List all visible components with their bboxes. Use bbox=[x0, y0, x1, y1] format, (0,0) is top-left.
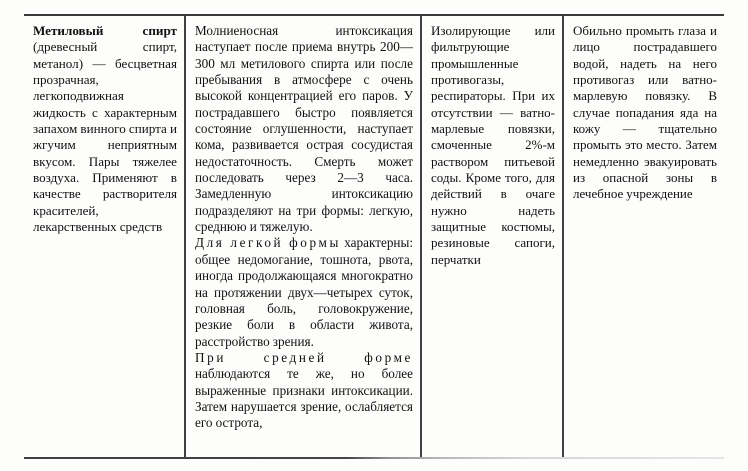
mild-form-body: характерны: общее недомогание, тошнота, рвота, иногда продолжающаяся многократно на протяжении двух—четырех суток, головная боль, головокружение, резкие боли в области живота, расстройство зрения. bbox=[195, 235, 413, 349]
protection-body: Изолирующие или фильтрующие промышленные противогазы, респираторы. При их отсутствии — ватно-марлевые повязки, смоченные 2%-м раствором питьевой соды. Кроме того, для действий в очаге нужно надеть защитные костюмы, резиновые сапоги, перчатки bbox=[431, 23, 555, 267]
substance-description bbox=[33, 23, 177, 235]
first-aid-description bbox=[573, 23, 717, 203]
signs-description bbox=[195, 23, 413, 432]
table-cell-signs-of-poisoning bbox=[184, 16, 420, 457]
signs-paragraph-2 bbox=[195, 235, 413, 349]
table-bottom-border bbox=[24, 457, 724, 459]
moderate-form-body: наблюдаются те же, но более выраженные признаки интоксикации. Затем нарушается зрение, ослабляется его острота, bbox=[195, 366, 413, 431]
mild-form-lead: Для легкой формы bbox=[195, 235, 341, 251]
table-cell-substance bbox=[24, 16, 184, 457]
moderate-form-lead: При средней форме bbox=[195, 349, 413, 365]
substance-body: (древесный спирт, метанол) — бесцветная прозрачная, легкоподвижная жидкость с характерным запахом винного спирта и жгучим неприятным вкусом. Пары тяжелее воздуха. Применяют в качестве растворителя красителей, лекарственных средств bbox=[33, 39, 177, 235]
first-aid-body: Обильно промыть глаза и лицо пострадавшего водой, надеть на него противогаз или ватно-марлевую повязку. В случае попадания яда на кожу — тщательно промыть это место. Затем немедленно эвакуировать из опасной зоны в лечебное учреждение bbox=[573, 23, 717, 202]
signs-paragraph-3 bbox=[195, 350, 413, 432]
table-cell-protective-equipment bbox=[420, 16, 562, 457]
protection-description bbox=[431, 23, 555, 268]
table-row bbox=[24, 16, 724, 457]
substance-term: Метиловый спирт bbox=[33, 23, 177, 38]
table-cell-first-aid bbox=[562, 16, 724, 457]
signs-paragraph-1: Молниеносная интоксикация наступает после приема внутрь 200—300 мл метилового спирта или после пребывания в атмосфере с очень высокой концентрацией его паров. У пострадавшего быстро появляется состояние оглушенности, наступает кома, развивается острая сосудистая недостаточность. Смерть может последовать через 2—3 часа. Замедленную интоксикацию подразделяют на три формы: легкую, среднюю и тяжелую. bbox=[195, 23, 413, 235]
poison-information-table bbox=[24, 14, 724, 459]
